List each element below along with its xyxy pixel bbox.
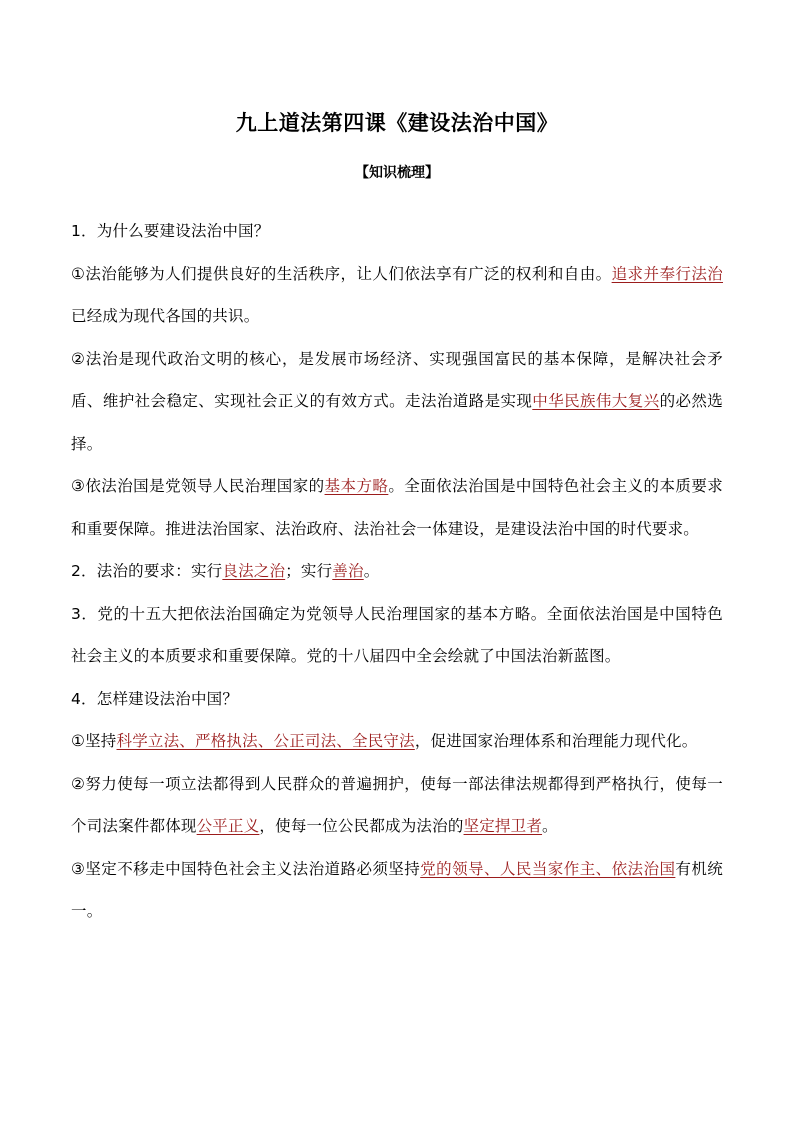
paragraph-text: ②努力使每一项立法都得到人民群众的普遍拥护，使每一部法律法规都得到严格执行，使每一个司法案件都体现: [71, 774, 723, 835]
paragraph-text: 已经成为现代各国的共识。: [71, 307, 260, 325]
paragraph-text: ，使每一位公民都成为法治的: [259, 817, 464, 835]
paragraph: [71, 678, 723, 721]
paragraph: [71, 253, 723, 338]
paragraph-text: 有机统一。: [71, 859, 723, 920]
highlighted-keyword: 善治: [332, 562, 364, 580]
paragraph-text: 。全面依法治国是中国特色社会主义的本质要求和重要保障。推进法治国家、法治政府、法治社会一体建设，是建设法治中国的时代要求。: [71, 477, 723, 538]
highlighted-keyword: 追求并奉行法治: [611, 264, 723, 283]
highlighted-keyword: 坚定捍卫者: [463, 817, 543, 835]
paragraph: [71, 338, 723, 466]
paragraph-text: ③坚定不移走中国特色社会主义法治道路必须坚持: [71, 859, 421, 878]
section-heading: 【知识梳理】: [355, 165, 439, 181]
paragraph: [71, 210, 723, 253]
paragraph: [71, 593, 723, 678]
paragraph-text: 3．党的十五大把依法治国确定为党领导人民治理国家的基本方略。全面依法治国是中国特色社会主义的本质要求和重要保障。党的十八届四中全会绘就了中国法治新蓝图。: [71, 604, 723, 665]
paragraph-text: 4．怎样建设法治中国？: [71, 689, 239, 708]
paragraph-text: ；实行: [285, 562, 333, 580]
paragraph-text: 2．法治的要求：实行: [71, 562, 223, 580]
paragraph-text: ③依法治国是党领导人民治理国家的: [71, 477, 325, 495]
paragraph-text: ①法治能够为人们提供良好的生活秩序，让人们依法享有广泛的权利和自由。: [71, 264, 612, 283]
highlighted-keyword: 基本方略: [324, 477, 389, 495]
paragraph: [71, 848, 723, 933]
highlighted-keyword: 良法之治: [222, 562, 286, 580]
paragraph: [71, 720, 723, 763]
highlighted-keyword: 科学立法、严格执法、公正司法、全民守法: [116, 732, 415, 750]
highlighted-keyword: 中华民族伟大复兴: [532, 392, 660, 410]
page-title: 九上道法第四课《建设法治中国》: [235, 110, 559, 135]
document-body: [71, 210, 723, 933]
paragraph-text: 。: [542, 817, 558, 835]
highlighted-keyword: 党的领导、人民当家作主、依法治国: [420, 859, 676, 878]
paragraph-text: ②法治是现代政治文明的核心，是发展市场经济、实现强国富民的基本保障，是解决社会矛盾、维护社会稳定、实现社会正义的有效方式。走法治道路是实现: [71, 349, 723, 410]
paragraph-text: 1．为什么要建设法治中国？: [71, 222, 270, 240]
paragraph-text: ，促进国家治理体系和治理能力现代化。: [414, 732, 698, 750]
paragraph-text: ①坚持: [71, 732, 117, 750]
paragraph-text: 的必然选择。: [71, 392, 723, 453]
highlighted-keyword: 公平正义: [196, 817, 260, 835]
paragraph: [71, 763, 723, 848]
paragraph: [71, 550, 723, 593]
paragraph: [71, 465, 723, 550]
paragraph-text: 。: [363, 562, 380, 580]
